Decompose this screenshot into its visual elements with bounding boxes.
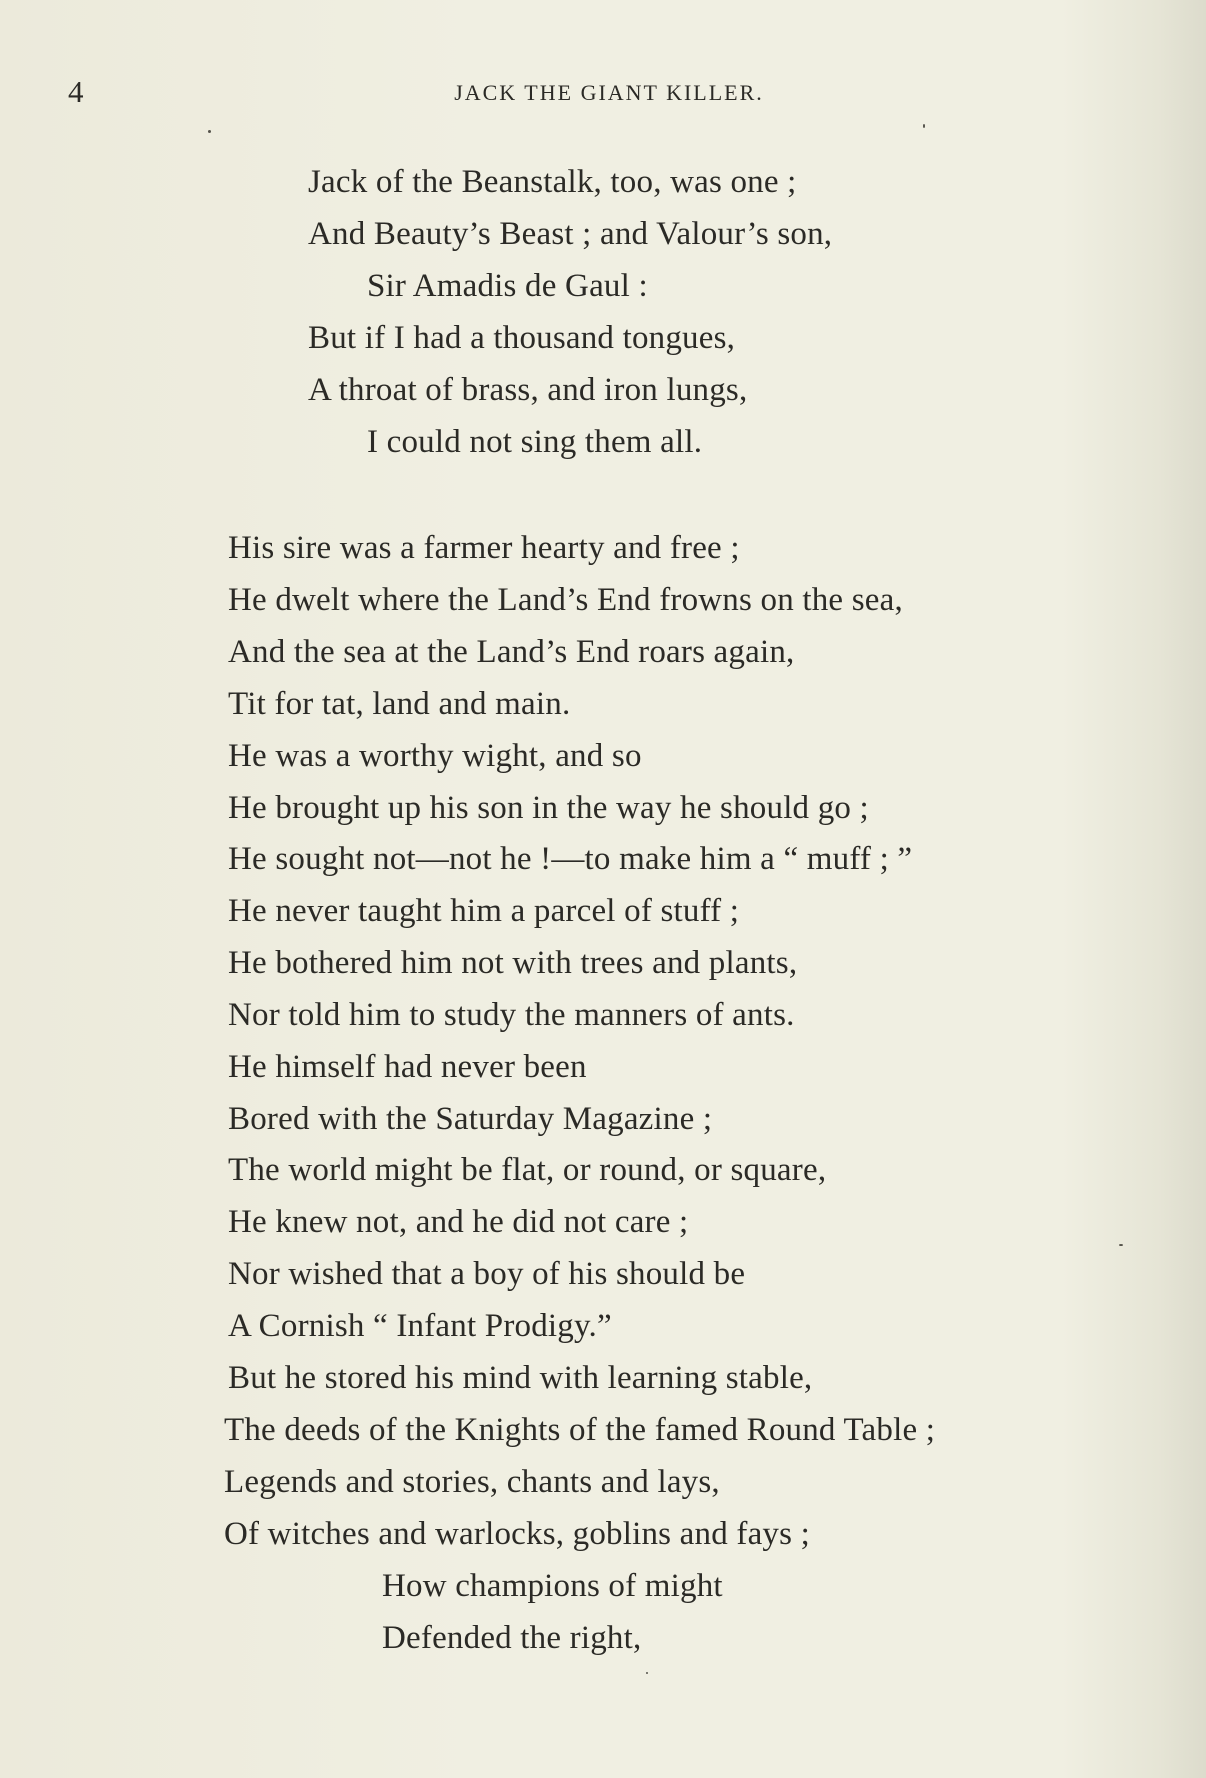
verse-line: Nor wished that a boy of his should be bbox=[228, 1256, 746, 1292]
verse-line: Nor told him to study the manners of ants. bbox=[228, 997, 795, 1033]
verse-line: A Cornish “ Infant Prodigy.” bbox=[228, 1308, 612, 1344]
verse-line: I could not sing them all. bbox=[367, 424, 703, 460]
verse-line: Of witches and warlocks, goblins and fays ; bbox=[224, 1516, 810, 1552]
verse-line: Bored with the Saturday Magazine ; bbox=[228, 1101, 713, 1137]
verse-line: But if I had a thousand tongues, bbox=[308, 320, 736, 356]
verse-line: He himself had never been bbox=[228, 1049, 587, 1085]
page-number: 4 bbox=[68, 74, 84, 109]
verse-line: He brought up his son in the way he should go ; bbox=[228, 790, 869, 826]
verse-line: And the sea at the Land’s End roars again, bbox=[228, 634, 795, 670]
print-speck bbox=[646, 1672, 648, 1674]
verse-line: A throat of brass, and iron lungs, bbox=[308, 372, 748, 408]
verse-line: He was a worthy wight, and so bbox=[228, 738, 642, 774]
verse-line: The deeds of the Knights of the famed Round Table ; bbox=[224, 1412, 936, 1448]
verse-line: He knew not, and he did not care ; bbox=[228, 1204, 689, 1240]
verse-line: Tit for tat, land and main. bbox=[228, 686, 571, 722]
print-speck bbox=[208, 130, 211, 133]
verse-line: Jack of the Beanstalk, too, was one ; bbox=[308, 164, 797, 200]
verse-line: He dwelt where the Land’s End frowns on the sea, bbox=[228, 582, 903, 618]
verse-line: He never taught him a parcel of stuff ; bbox=[228, 893, 740, 929]
verse-line: He sought not—not he !—to make him a “ muff ; ” bbox=[228, 841, 913, 877]
verse-line: His sire was a farmer hearty and free ; bbox=[228, 530, 740, 566]
verse-line: He bothered him not with trees and plants, bbox=[228, 945, 798, 981]
verse-line: But he stored his mind with learning stable, bbox=[228, 1360, 813, 1396]
verse-line: The world might be flat, or round, or square, bbox=[228, 1152, 827, 1188]
verse-line: Legends and stories, chants and lays, bbox=[224, 1464, 720, 1500]
verse-line: And Beauty’s Beast ; and Valour’s son, bbox=[308, 216, 833, 252]
verse-line: How champions of might bbox=[382, 1568, 723, 1604]
print-speck bbox=[1119, 1244, 1123, 1246]
running-title: JACK THE GIANT KILLER. bbox=[454, 80, 764, 105]
print-speck bbox=[923, 124, 925, 128]
verse-line: Defended the right, bbox=[382, 1620, 642, 1656]
verse-line: Sir Amadis de Gaul : bbox=[367, 268, 648, 304]
